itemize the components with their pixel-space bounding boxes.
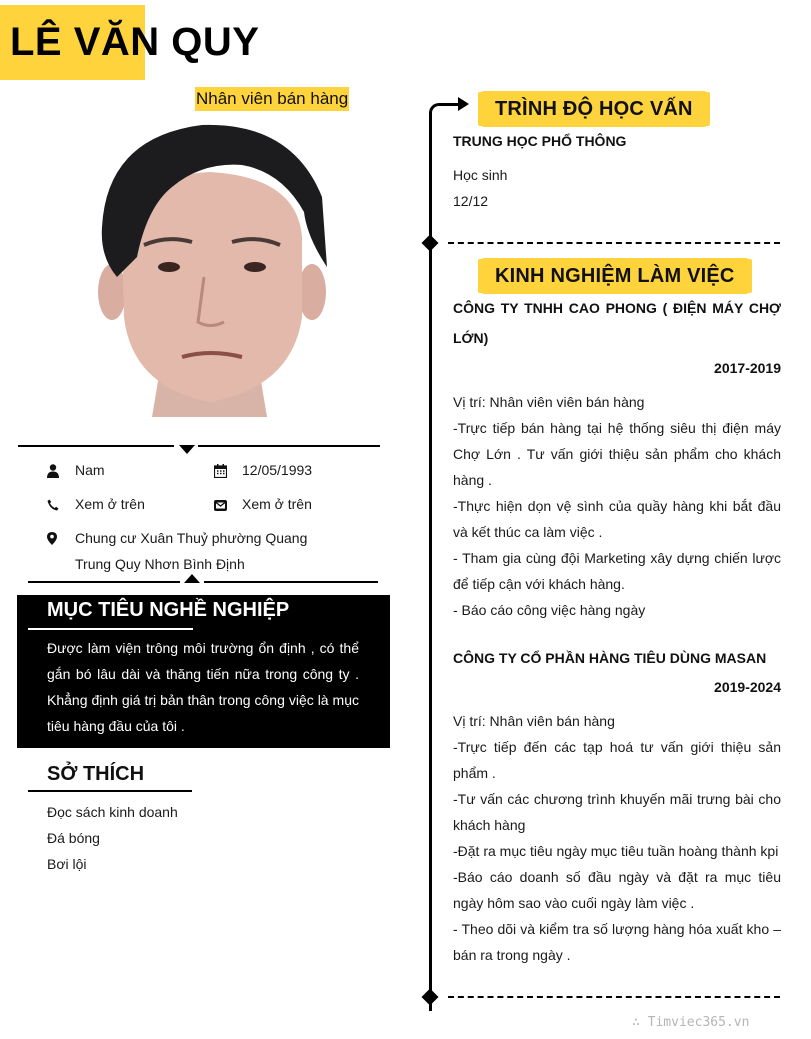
info-birthday (214, 463, 312, 483)
dashed-divider (448, 996, 780, 998)
heading-underline (28, 790, 192, 792)
phone-value: Xem ở trên (75, 496, 145, 512)
hobbies-heading: SỞ THÍCH (47, 763, 145, 785)
objective-heading: MỤC TIÊU NGHỀ NGHIỆP (47, 599, 290, 621)
job-title: Nhân viên bán hàng (195, 87, 349, 111)
hobby-item: Đọc sách kinh doanh (47, 804, 178, 820)
duty-item: -Đặt ra mục tiêu ngày mục tiêu tuần hoàng thành kpi (453, 843, 779, 859)
job-duties (453, 708, 781, 968)
timeline-arrow (445, 103, 459, 106)
hobbies-list (47, 799, 178, 877)
timeline-line (429, 118, 432, 1011)
watermark: ∴ Timviec365.vn (632, 1015, 750, 1030)
user-icon (47, 464, 61, 478)
education-heading (481, 91, 707, 127)
birthday-value: 12/05/1993 (242, 462, 313, 478)
heading-underline (28, 628, 193, 630)
objective-section (17, 595, 390, 748)
education-school: TRUNG HỌC PHỔ THÔNG (453, 133, 627, 149)
triangle-up-icon (184, 574, 200, 583)
job-company: CÔNG TY CỔ PHẦN HÀNG TIÊU DÙNG MASAN (453, 650, 767, 666)
education-heading-text: TRÌNH ĐỘ HỌC VẤN (495, 97, 693, 120)
email-value: Xem ở trên (242, 496, 312, 512)
hobby-item: Đá bóng (47, 830, 100, 846)
education-role: Học sinh (453, 167, 508, 183)
address-value (75, 525, 307, 577)
address-line-2: Trung Quy Nhơn Bình Định (75, 556, 245, 572)
name-block (0, 5, 259, 80)
education-grade: 12/12 (453, 193, 489, 209)
duty-item: -Báo cáo doanh số đầu ngày và đặt ra mục tiêu ngày hôm sao vào cuối ngày làm việc . (453, 869, 781, 911)
experience-heading (481, 258, 749, 294)
objective-text: Được làm viện trông môi trường ổn định , có thể gắn bó lâu dài và thăng tiến nữa trong công ty . Khẳng định giá trị bản thân trong công việc là mục tiêu hàng đầu của tôi . (47, 640, 359, 734)
info-phone (47, 497, 145, 517)
divider (18, 445, 380, 447)
duty-item: -Thực hiện dọn vệ sình của quầy hàng khi bắt đầu và kết thúc ca làm việc . (453, 498, 781, 540)
experience-heading-text: KINH NGHIỆM LÀM VIỆC (495, 264, 735, 287)
arrow-right-icon (458, 97, 469, 111)
job-period: 2017-2019 (714, 360, 781, 376)
calendar-icon (214, 464, 228, 478)
duty-item: - Theo dõi và kiểm tra số lượng hàng hóa xuất kho – bán ra trong ngày . (453, 921, 781, 963)
duty-item: - Tham gia cùng đội Marketing xây dựng chiến lược để tiếp cận với khách hàng. (453, 550, 781, 592)
info-address (47, 531, 307, 577)
duty-item: -Tư vấn các chương trình khuyến mãi trưng bài cho khách hàng (453, 791, 781, 833)
duty-item: Vị trí: Nhân viên viên bán hàng (453, 394, 645, 410)
map-pin-icon (47, 532, 61, 546)
job-period: 2019-2024 (714, 679, 781, 695)
job-duties (453, 389, 781, 623)
avatar-photo (92, 117, 327, 417)
diamond-icon (422, 235, 439, 252)
envelope-icon (214, 498, 228, 512)
info-gender (47, 463, 105, 483)
phone-icon (47, 498, 61, 512)
dashed-divider (448, 242, 780, 244)
diamond-icon (422, 989, 439, 1006)
duty-item: Vị trí: Nhân viên bán hàng (453, 713, 615, 729)
duty-item: - Báo cáo công việc hàng ngày (453, 602, 646, 618)
portrait-icon (92, 117, 327, 417)
job-company: CÔNG TY TNHH CAO PHONG ( ĐIỆN MÁY CHỢ LỚN) (453, 300, 781, 346)
gender-value: Nam (75, 462, 105, 478)
duty-item: -Trực tiếp bán hàng tại hệ thống siêu thị điện máy Chợ Lớn . Tư vấn giới thiệu sản phẩm cho khách hàng . (453, 420, 781, 488)
hobby-item: Bơi lội (47, 856, 87, 872)
address-line-1: Chung cư Xuân Thuỷ phường Quang (75, 530, 308, 546)
triangle-down-icon (179, 445, 195, 454)
info-email (214, 497, 312, 517)
duty-item: -Trực tiếp đến các tạp hoá tư vấn giới thiệu sản phẩm . (453, 739, 781, 781)
candidate-name: LÊ VĂN QUY (10, 20, 260, 64)
